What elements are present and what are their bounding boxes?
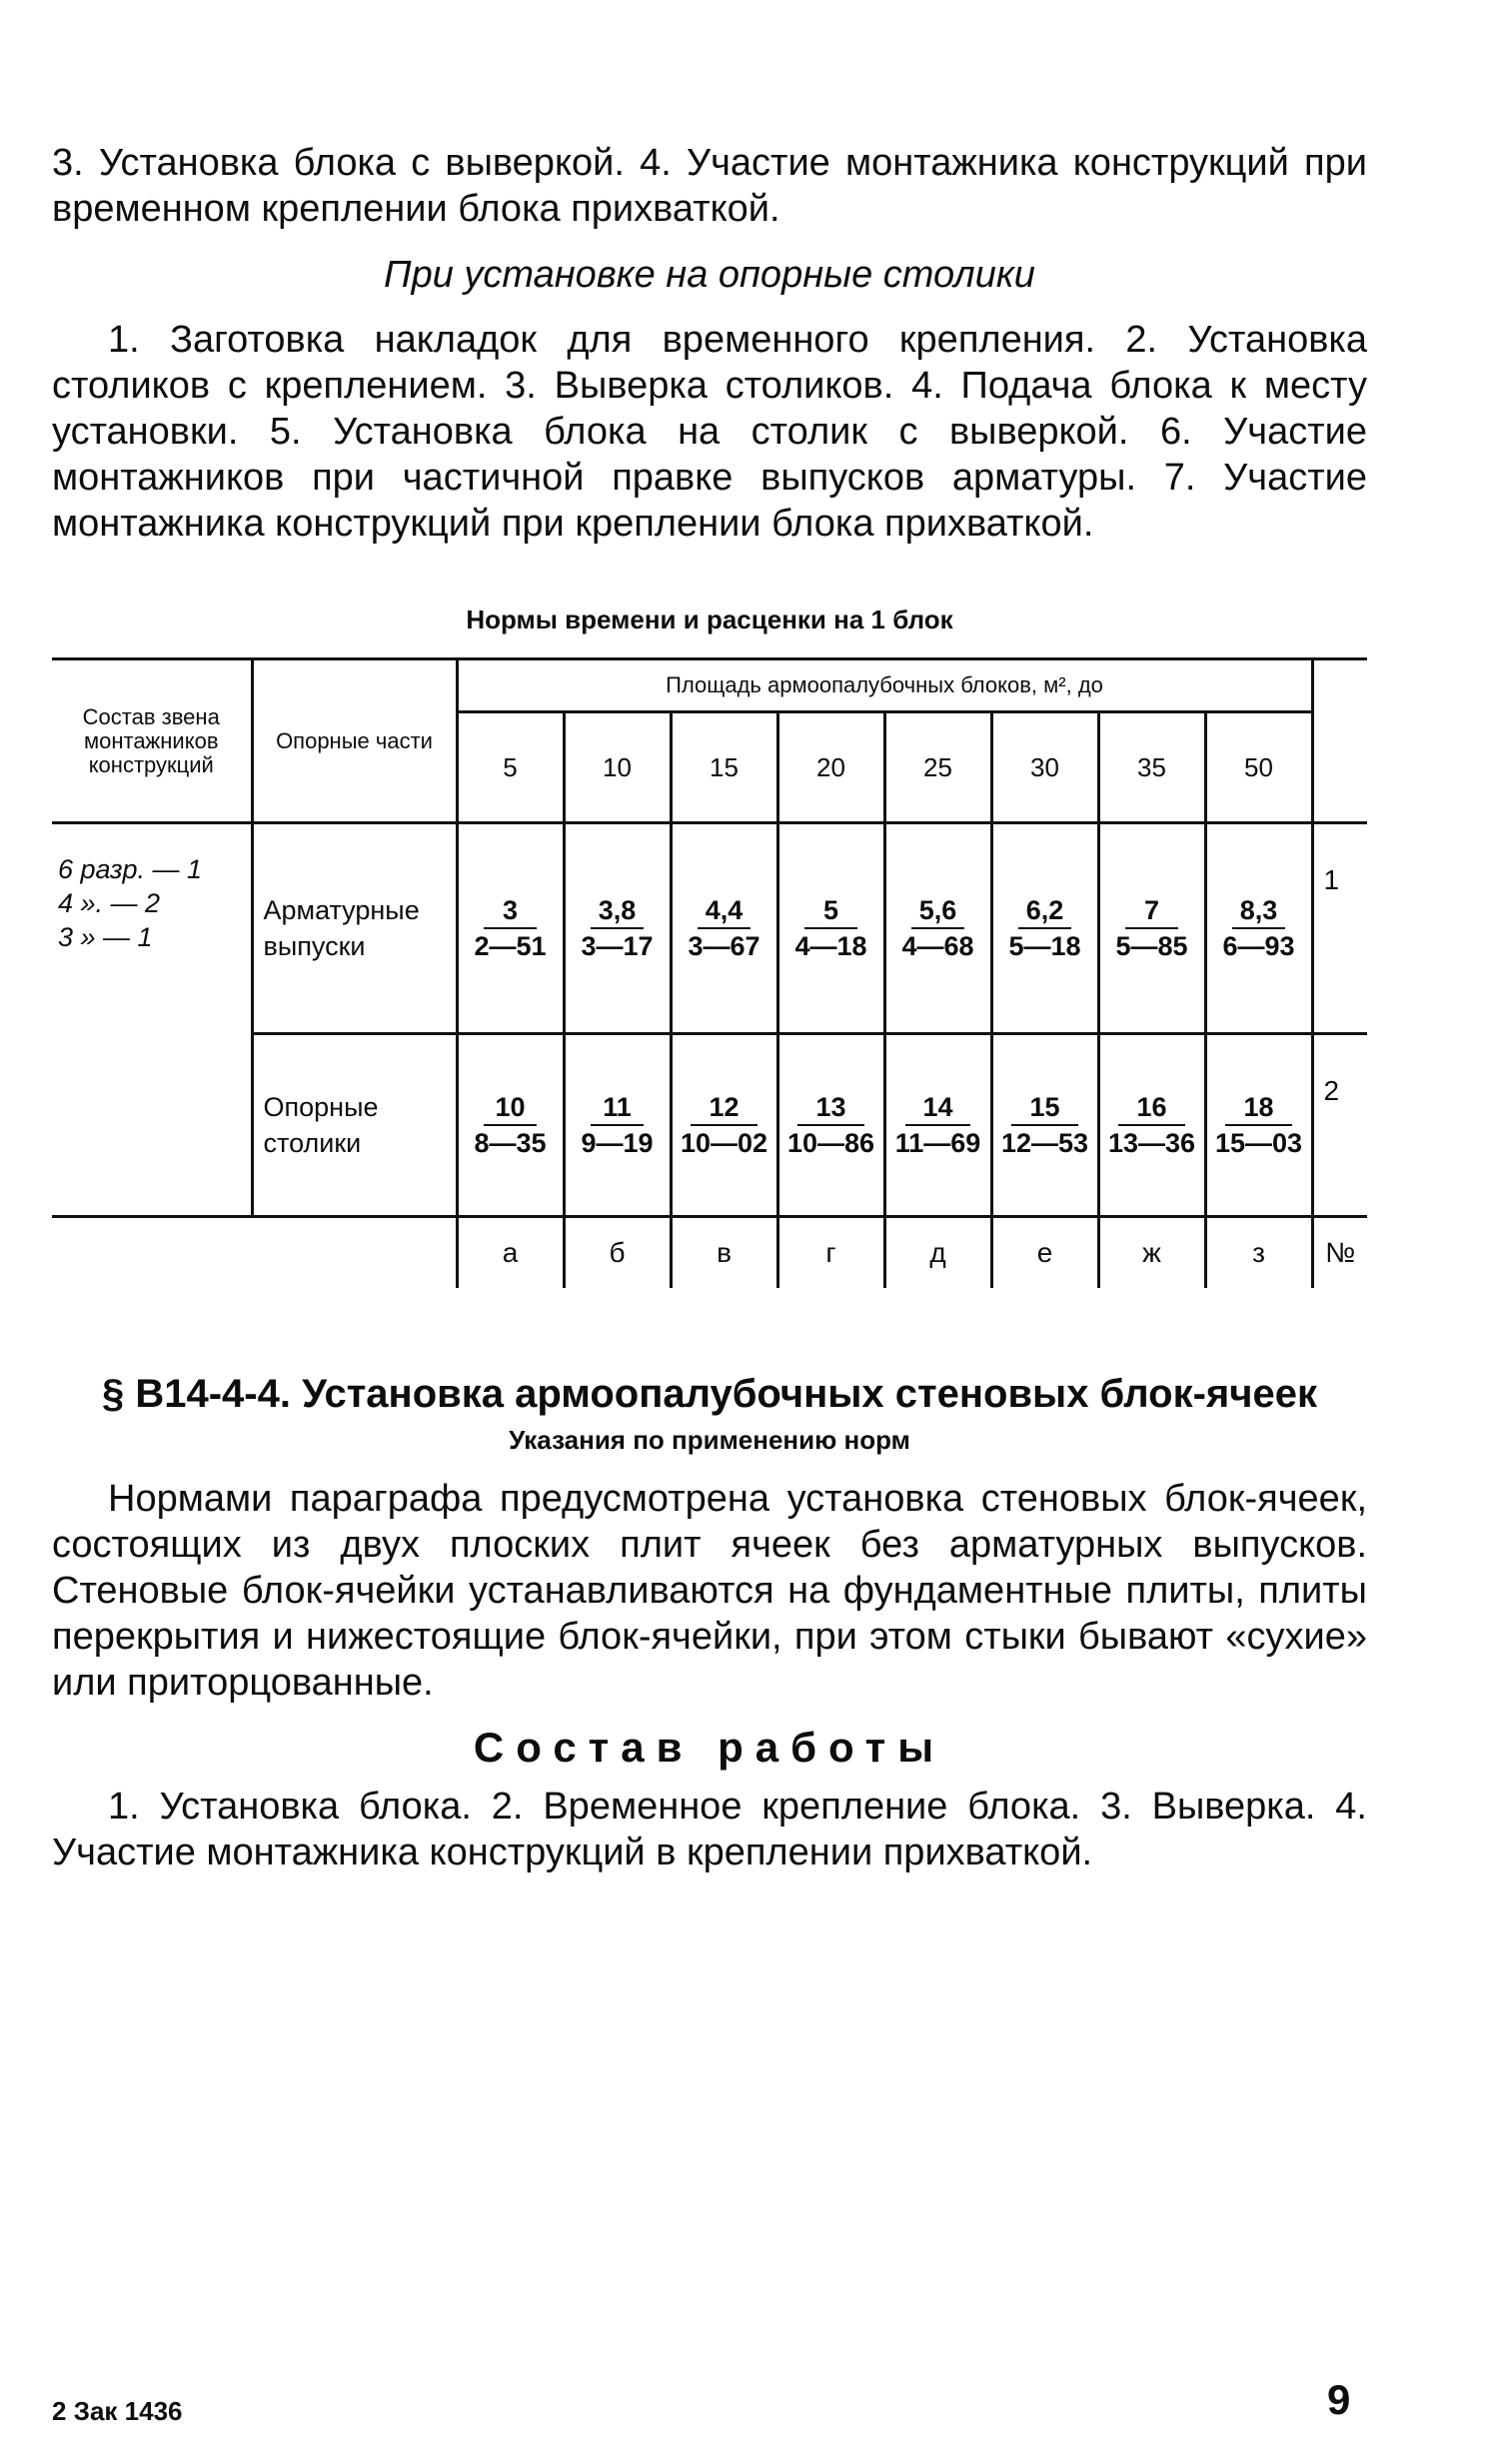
area-header: 30 [991, 712, 1098, 823]
parts-cell: Арматурные выпуски [252, 823, 457, 1034]
area-header: 15 [671, 712, 777, 823]
norm-cell [1098, 823, 1205, 1034]
column-letter: д [884, 1217, 991, 1289]
norm-value: 11 [591, 1090, 643, 1126]
section-text: Нормами параграфа предусмотрена установка стеновых блок-ячеек, состоящих из двух плоских плит ячеек без арматурных выпусков. Стеновые блок-ячейки устанавливаются на фундаментные плиты, плиты перекрытия и нижестоящие блок-ячейки, при этом стыки бывают «сухие» или приторцованные. [52, 1478, 1367, 1704]
price-value: 9—19 [581, 1128, 654, 1158]
row-number: 1 [1312, 823, 1367, 1034]
price-value: 11—69 [894, 1128, 981, 1158]
work-text: 1. Установка блока. 2. Временное крепление блока. 3. Выверка. 4. Участие монтажника конструкций в креплении прихваткой. [52, 1786, 1367, 1873]
price-value: 5—18 [1008, 931, 1081, 961]
norm-value: 4,4 [698, 893, 750, 929]
header-area: Площадь армоопалубочных блоков, м², до [457, 659, 1312, 712]
price-value: 6—93 [1222, 931, 1295, 961]
price-value: 10—86 [786, 1128, 875, 1158]
work-heading: Состав работы [473, 1724, 946, 1771]
norm-cell [884, 1034, 991, 1217]
norm-value: 14 [905, 1090, 971, 1126]
norm-cell [564, 1034, 671, 1217]
area-header: 5 [457, 712, 564, 823]
norm-value: 18 [1225, 1090, 1292, 1126]
section-heading: § В14-4-4. Установка армоопалубочных стеновых блок-ячеек [102, 1372, 1317, 1416]
num-label: № [1312, 1217, 1367, 1289]
price-value: 2—51 [474, 931, 547, 961]
price-value: 3—67 [688, 931, 760, 961]
norms-table [52, 657, 1367, 1288]
norm-cell [457, 823, 564, 1034]
table-title: Нормы времени и расценки на 1 блок [466, 605, 953, 634]
norm-value: 13 [797, 1090, 864, 1126]
norm-value: 6,2 [1018, 893, 1070, 929]
paragraph-2: 1. Заготовка накладок для временного крепления. 2. Установка столиков с креплением. 3. Выверка столиков. 4. Подача блока к месту установки. 5. Установка блока на столик с выверкой. 6. Участие монтажников при частичной правке выпусков арматуры. 7. Участие монтажника конструкций при креплении блока прихваткой. [52, 319, 1367, 545]
price-value: 3—17 [581, 931, 654, 961]
norm-cell [777, 823, 884, 1034]
area-header: 20 [777, 712, 884, 823]
norm-value: 8,3 [1232, 893, 1284, 929]
area-header: 35 [1098, 712, 1205, 823]
column-letter: а [457, 1217, 564, 1289]
row-number: 2 [1312, 1034, 1367, 1217]
header-parts: Опорные части [252, 659, 457, 823]
section-subheading: Указания по применению норм [509, 1425, 910, 1455]
italic-heading: При установке на опорные столики [384, 254, 1035, 296]
paragraph-1: 3. Установка блока с выверкой. 4. Участие монтажника конструкций при временном креплении блока прихваткой. [52, 142, 1367, 230]
price-value: 5—85 [1115, 931, 1188, 961]
norm-value: 7 [1125, 893, 1177, 929]
header-num-blank [1312, 659, 1367, 823]
column-letter: е [991, 1217, 1098, 1289]
norm-value: 15 [1011, 1090, 1078, 1126]
norm-cell [1205, 1034, 1312, 1217]
page-content [52, 140, 1367, 1875]
header-composition: Состав звена монтажников конструкций [52, 659, 252, 823]
letters-blank [252, 1217, 457, 1289]
price-value: 15—03 [1214, 1128, 1303, 1158]
norm-value: 3 [484, 893, 536, 929]
norm-cell [671, 1034, 777, 1217]
area-header: 25 [884, 712, 991, 823]
norm-value: 5 [804, 893, 856, 929]
norm-cell [1098, 1034, 1205, 1217]
norm-cell [671, 823, 777, 1034]
column-letter: в [671, 1217, 777, 1289]
area-header: 50 [1205, 712, 1312, 823]
column-letter: г [777, 1217, 884, 1289]
norm-value: 3,8 [591, 893, 643, 929]
norm-cell [1205, 823, 1312, 1034]
price-value: 4—68 [901, 931, 974, 961]
parts-cell: Опорные столики [252, 1034, 457, 1217]
norm-value: 12 [691, 1090, 757, 1126]
column-letter: б [564, 1217, 671, 1289]
page-number: 9 [1327, 2376, 1351, 2423]
norm-cell [991, 823, 1098, 1034]
price-value: 13—36 [1107, 1128, 1196, 1158]
letters-blank [52, 1217, 252, 1289]
composition-line: 4 ». — 2 [58, 888, 161, 918]
price-value: 12—53 [1000, 1128, 1089, 1158]
norm-value: 5,6 [911, 893, 963, 929]
norm-cell [991, 1034, 1098, 1217]
composition-line: 3 » — 1 [58, 922, 153, 952]
norm-value: 10 [484, 1090, 536, 1126]
norm-cell [777, 1034, 884, 1217]
footer-order-mark: 2 Зак 1436 [52, 2396, 183, 2426]
column-letter: з [1205, 1217, 1312, 1289]
composition-line: 6 разр. — 1 [58, 854, 203, 884]
price-value: 4—18 [794, 931, 867, 961]
norm-cell [564, 823, 671, 1034]
column-letter: ж [1098, 1217, 1205, 1289]
price-value: 8—35 [474, 1128, 547, 1158]
norm-cell [457, 1034, 564, 1217]
composition-cell [52, 823, 252, 1217]
norm-cell [884, 823, 991, 1034]
area-header: 10 [564, 712, 671, 823]
norm-value: 16 [1118, 1090, 1185, 1126]
price-value: 10—02 [680, 1128, 768, 1158]
